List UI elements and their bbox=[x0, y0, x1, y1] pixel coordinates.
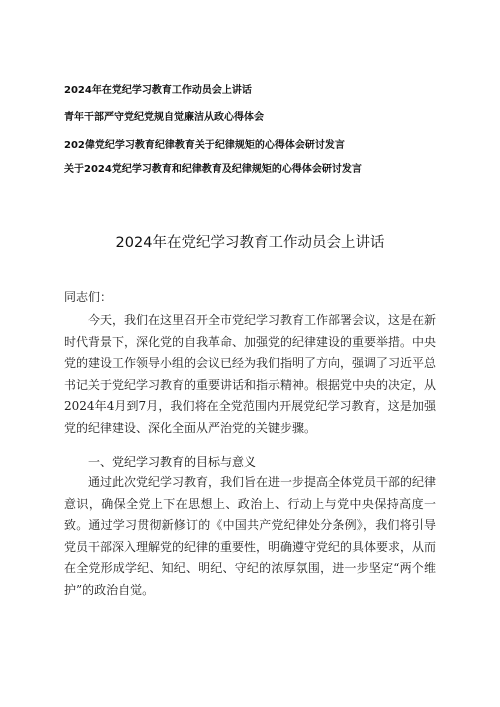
document-title: 2024年在党纪学习教育工作动员会上讲话 bbox=[115, 235, 385, 251]
toc-item-4[interactable]: 关于2024党纪学习教育和纪律教育及纪律规矩的心得体会研讨发言 bbox=[64, 164, 362, 175]
salutation: 同志们： bbox=[64, 290, 113, 304]
toc-item-3[interactable]: 202偉党纪学习教育纪律教育关于纪律规矩的心得体会研讨发言 bbox=[64, 140, 345, 151]
toc-item-1[interactable]: 2024年在党纪学习教育工作动员会上讲话 bbox=[64, 85, 252, 96]
section-heading-1: 一、党纪学习教育的目标与意义 bbox=[88, 455, 257, 469]
paragraph-2: 通过此次党纪学习教育，我们旨在进一步提高全体党员干部的纪律意识，确保全党上下在思想上、政治上、行动上与党中央保持高度一致。通过学习贯彻新修订的《中国共产党纪律处分条例》，我们将引导党员干部深入理解党的纪律的重要性，明确遵守党纪的具体要求，从而在全党形成学纪、知纪、明纪、守纪的浓厚氛围，进一步坚定“两个维护”的政治自觉。 bbox=[64, 475, 437, 597]
paragraph-1: 今天，我们在这里召开全市党纪学习教育工作部署会议，这是在新时代背景下，深化党的自我革命、加强党的纪律建设的重要举措。中央党的建设工作领导小组的会议已经为我们指明了方向，强调了习近平总书记关于党纪学习教育的重要讲话和指示精神。根据党中央的决定，从2024年4月到7月，我们将在全党范围内开展党纪学习教育，这是加强党的纪律建设、深化全面从严治党的关键步骤。 bbox=[64, 313, 437, 435]
toc-item-2[interactable]: 青年干部严守党纪党规自觉廉洁从政心得体会 bbox=[64, 112, 264, 123]
